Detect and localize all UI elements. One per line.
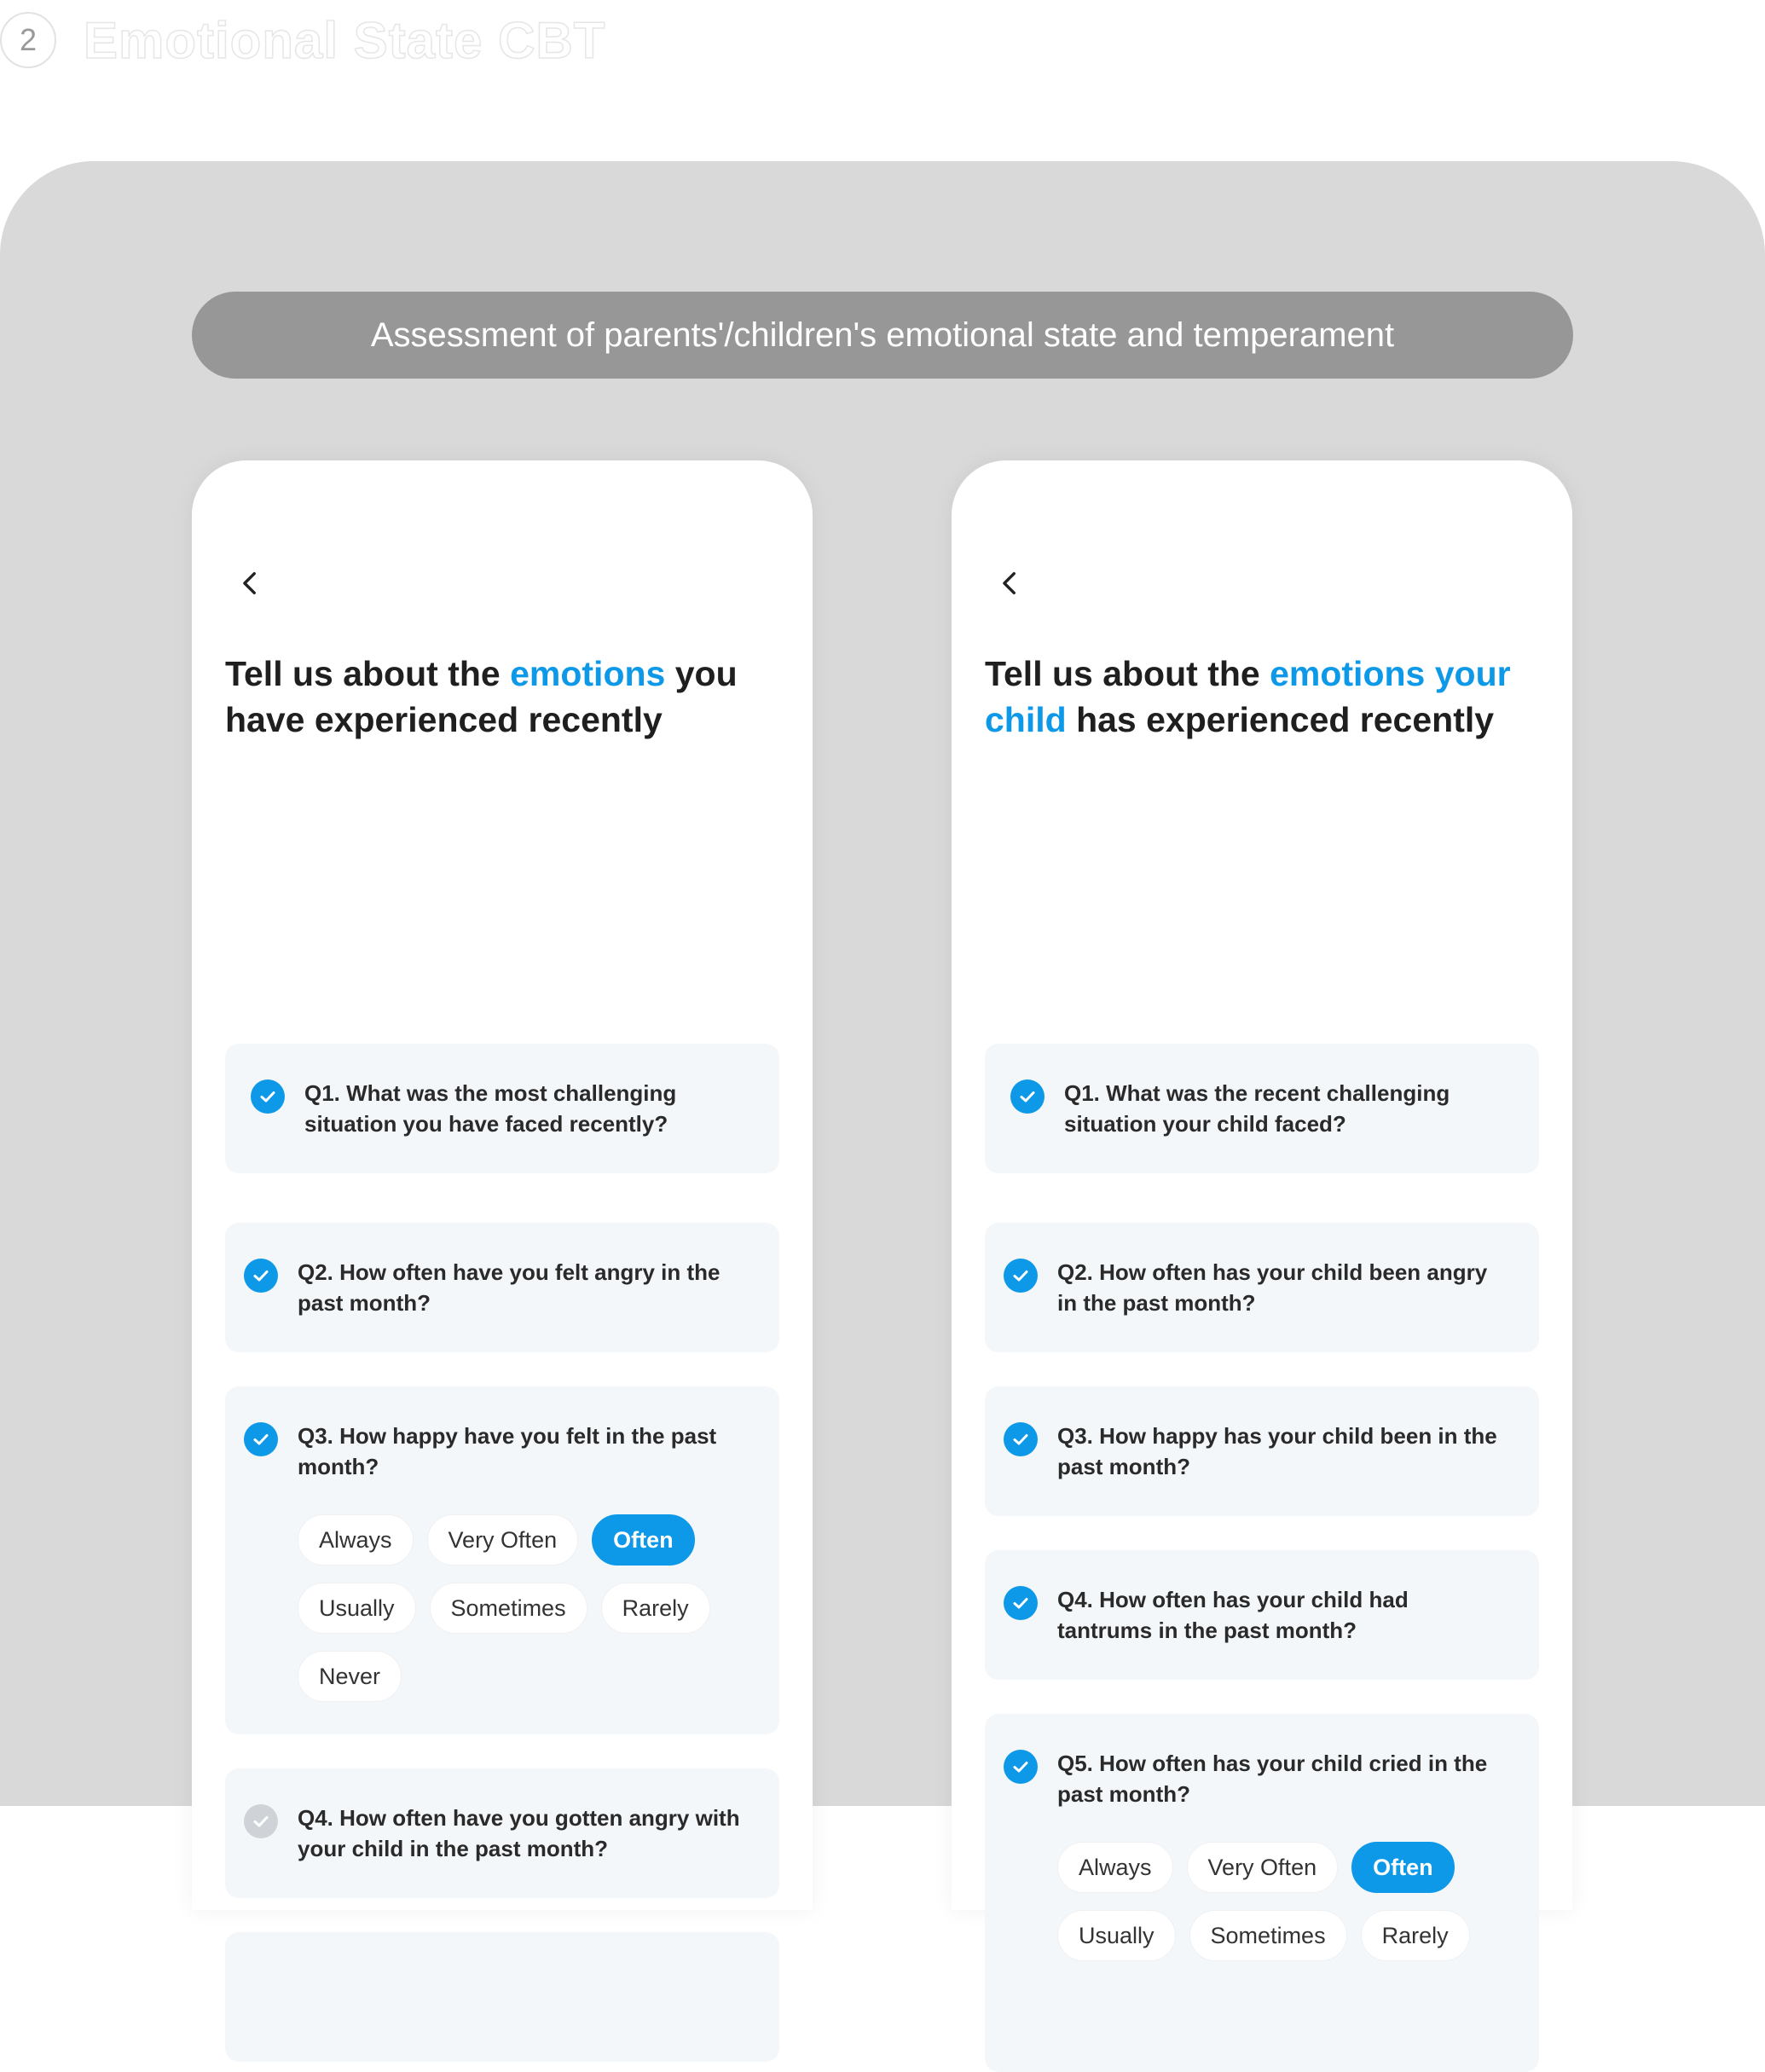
section-banner: Assessment of parents'/children's emotional state and temperament [192, 292, 1573, 379]
question-card[interactable] [225, 1768, 779, 1898]
question-label: Q5. How often has your child cried in the past month? [1057, 1751, 1488, 1807]
chevron-left-icon [996, 569, 1025, 598]
answer-options [298, 1514, 741, 1702]
back-button[interactable] [230, 563, 271, 604]
option-very-often[interactable]: Very Often [427, 1514, 579, 1566]
option-sometimes[interactable]: Sometimes [430, 1583, 587, 1634]
check-icon [1004, 1586, 1038, 1620]
option-usually[interactable]: Usually [298, 1583, 416, 1634]
option-always[interactable]: Always [298, 1514, 414, 1566]
question-card[interactable] [225, 1223, 779, 1352]
question-label: Q2. How often has your child been angry in the past month? [1057, 1259, 1488, 1316]
option-often[interactable]: Often [592, 1514, 695, 1566]
question-label: Q4. How often has your child had tantrums in the past month? [1057, 1587, 1409, 1643]
question-label: Q3. How happy has your child been in the past month? [1057, 1423, 1497, 1479]
question-card[interactable] [985, 1223, 1539, 1352]
question-label: Q1. What was the recent challenging situation your child faced? [1064, 1080, 1450, 1137]
option-usually[interactable]: Usually [1057, 1910, 1176, 1961]
question-card-expanded[interactable] [985, 1714, 1539, 2072]
check-icon [1010, 1079, 1045, 1114]
screen-heading: Tell us about the emotions your child has experienced recently [985, 654, 1511, 739]
check-icon [244, 1422, 278, 1456]
option-often[interactable]: Often [1351, 1842, 1455, 1893]
option-very-often[interactable]: Very Often [1187, 1842, 1339, 1893]
screen-heading: Tell us about the emotions you have experienced recently [225, 654, 738, 739]
presentation-canvas [0, 161, 1765, 1948]
check-icon [244, 1259, 278, 1293]
step-title: Emotional State CBT [84, 11, 606, 69]
answer-options [1057, 1842, 1501, 1961]
question-label: Q2. How often have you felt angry in the past month? [298, 1259, 720, 1316]
step-number-badge: 2 [0, 12, 56, 68]
back-button[interactable] [990, 563, 1031, 604]
question-card[interactable] [985, 1550, 1539, 1680]
question-card[interactable] [985, 1386, 1539, 1516]
question-label: Q4. How often have you gotten angry with your child in the past month? [298, 1805, 740, 1861]
check-icon [1004, 1422, 1038, 1456]
check-icon [1004, 1259, 1038, 1293]
parent-emotions-screen [192, 460, 813, 1910]
check-icon [1004, 1750, 1038, 1784]
child-emotions-screen [952, 460, 1572, 1948]
option-rarely[interactable]: Rarely [601, 1583, 710, 1634]
question-label: Q1. What was the most challenging situation you have faced recently? [304, 1080, 677, 1137]
option-always[interactable]: Always [1057, 1842, 1173, 1893]
question-card[interactable] [225, 1044, 779, 1173]
option-never[interactable]: Never [298, 1651, 402, 1702]
chevron-left-icon [236, 569, 265, 598]
check-icon [251, 1079, 285, 1114]
check-icon [244, 1804, 278, 1838]
question-card[interactable] [985, 1044, 1539, 1173]
option-sometimes[interactable]: Sometimes [1189, 1910, 1347, 1961]
question-card-expanded[interactable] [225, 1386, 779, 1734]
question-card[interactable] [225, 1932, 779, 2062]
option-rarely[interactable]: Rarely [1361, 1910, 1470, 1961]
question-label: Q3. How happy have you felt in the past month? [298, 1423, 717, 1479]
